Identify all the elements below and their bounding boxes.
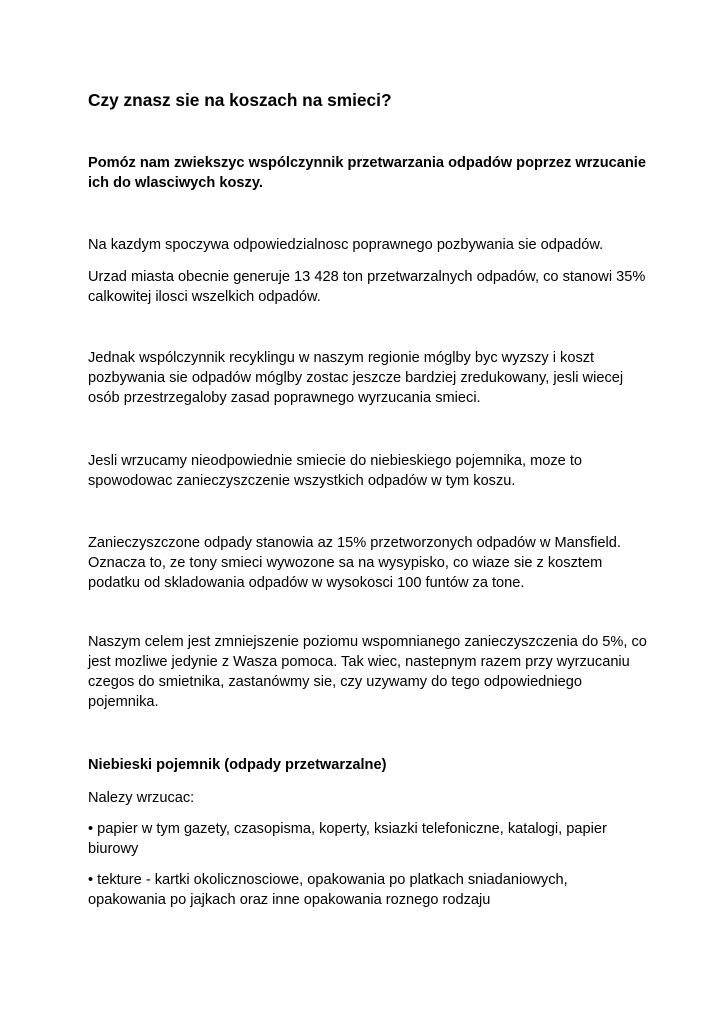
paragraph-responsibility: Na kazdym spoczywa odpowiedzialnosc poprawnego pozbywania sie odpadów. <box>88 237 604 253</box>
paragraph-waste-statistics: Urzad miasta obecnie generuje 13 428 ton przetwarzalnych odpadów, co stanowi 35% calkowitej ilosci wszelkich odpadów. <box>88 269 646 305</box>
page-subtitle: Pomóz nam zwiekszyc wspólczynnik przetwarzania odpadów poprzez wrzucanie ich do wlasciwych koszy. <box>88 155 646 191</box>
paragraph-contamination: Jesli wrzucamy nieodpowiednie smiecie do niebieskiego pojemnika, moze to spowodowac zanieczyszczenie wszystkich odpadów w tym koszu. <box>88 453 583 489</box>
paragraph-goal: Naszym celem jest zmniejszenie poziomu wspomnianego zanieczyszczenia do 5%, co jest mozliwe jedynie z Wasza pomoca. Tak wiec, nastepnym razem przy wyrzucaniu czegos do smietnika, zastanówmy sie, czy uzywamy do tego odpowiedniego pojemnika. <box>88 634 647 710</box>
paragraph-mansfield: Zanieczyszczone odpady stanowia az 15% przetworzonych odpadów w Mansfield. Oznacza to, ze tony smieci wywozone sa na wysypisko, co wiaze sie z kosztem podatku od skladowania odpadów w wysokosci 100 funtów za tone. <box>88 535 621 591</box>
list-item: • tekture - kartki okolicznosciowe, opakowania po platkach sniadaniowych, opakowania po jajkach oraz inne opakowania roznego rodzaju <box>88 872 568 908</box>
paragraph-recycling-rate: Jednak wspólczynnik recyklingu w naszym regionie móglby byc wyzszy i koszt pozbywania sie odpadów móglby zostac jeszcze bardziej zredukowany, jesli wiecej osób przestrzegaloby zasad poprawnego wyrzucania smieci. <box>88 350 624 406</box>
page-title: Czy znasz sie na koszach na smieci? <box>88 90 392 110</box>
section-heading-blue-bin: Niebieski pojemnik (odpady przetwarzalne) <box>88 757 387 773</box>
section-intro: Nalezy wrzucac: <box>88 790 195 806</box>
list-item: • papier w tym gazety, czasopisma, koperty, ksiazki telefoniczne, katalogi, papier biurowy <box>88 821 607 857</box>
